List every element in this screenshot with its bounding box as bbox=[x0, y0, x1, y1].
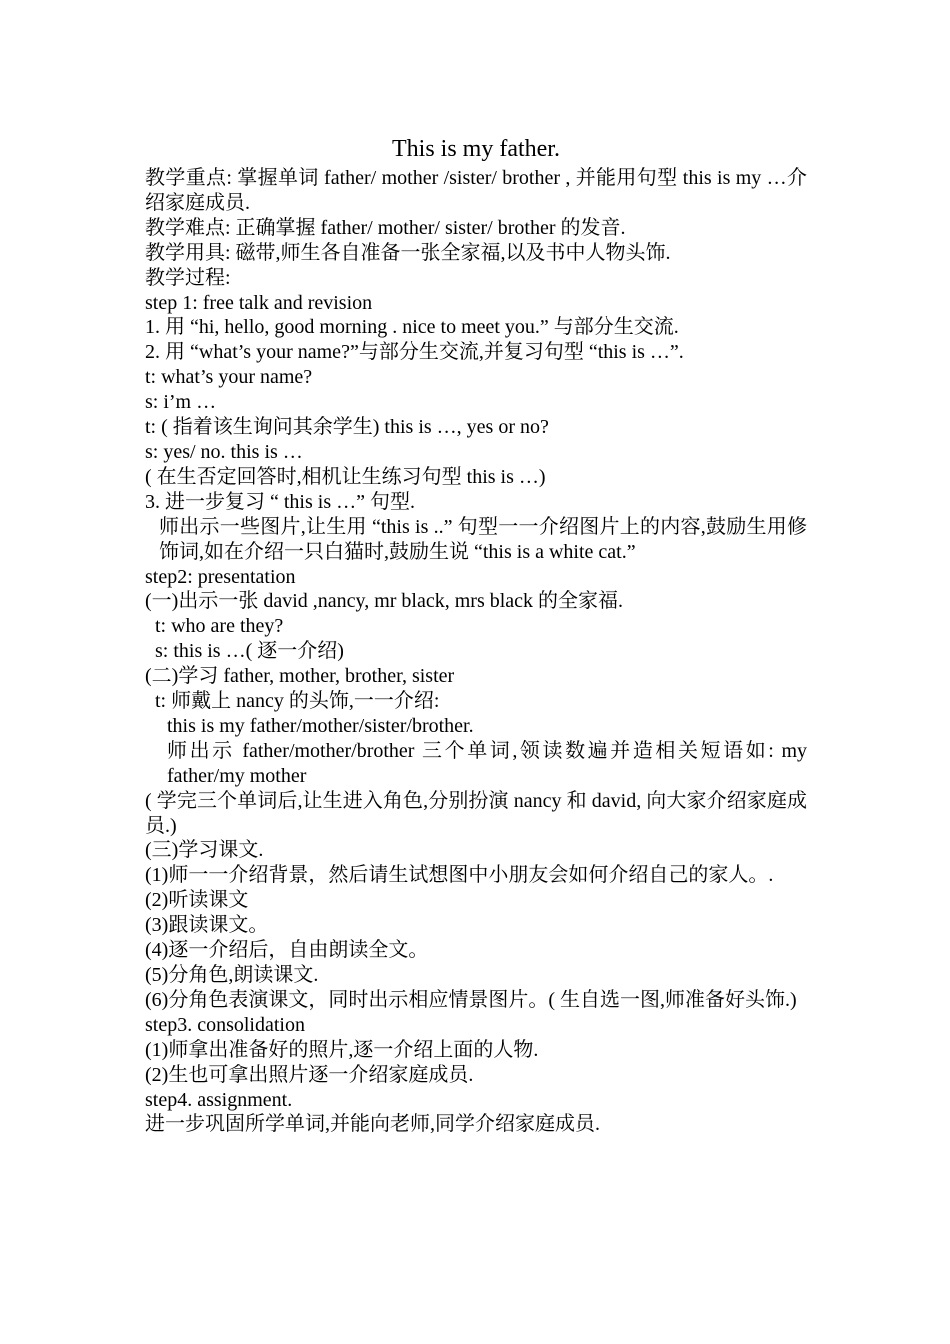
body-line: 3. 进一步复习 “ this is …” 句型. bbox=[145, 490, 415, 513]
body-line: step 1: free talk and revision bbox=[145, 291, 373, 314]
body-line: (5)分角色,朗读课文. bbox=[145, 964, 319, 986]
body-line: ( 学完三个单词后,让生进入角色,分别扮演 nancy 和 david, 向大家介绍家庭成员.) bbox=[145, 789, 807, 837]
body-line: (三)学习课文. bbox=[145, 839, 264, 862]
body-line: 师出示一些图片,让生用 “this is ..” 句型一一介绍图片上的内容,鼓励生用修饰词,如在介绍一只白猫时,鼓励生说 “this is a white cat.” bbox=[159, 515, 807, 563]
body-line: (二)学习 father, mother, brother, sister bbox=[145, 665, 455, 688]
body-line: 教学过程: bbox=[145, 266, 231, 289]
body-line: s: this is …( 逐一介绍) bbox=[155, 640, 344, 663]
body-line: (一)出示一张 david ,nancy, mr black, mrs black 的全家福. bbox=[145, 590, 624, 613]
document-title: This is my father. bbox=[392, 136, 560, 162]
body-line: step2: presentation bbox=[145, 565, 296, 588]
document-page bbox=[145, 134, 807, 1137]
body-line: ( 在生否定回答时,相机让生练习句型 this is …) bbox=[145, 465, 546, 488]
document-body bbox=[145, 166, 807, 1137]
body-line: (2)听读课文 bbox=[145, 889, 249, 912]
body-line: (1)师拿出准备好的照片,逐一介绍上面的人物. bbox=[145, 1038, 539, 1061]
body-line: step4. assignment. bbox=[145, 1088, 293, 1111]
body-line: 2. 用 “what’s your name?”与部分生交流,并复习句型 “this is …”. bbox=[145, 341, 684, 364]
body-line: 教学重点: 掌握单词 father/ mother /sister/ brother , 并能用句型 this is my …介绍家庭成员. bbox=[145, 167, 807, 214]
body-line: t: 师戴上 nancy 的头饰,一一介绍: bbox=[155, 690, 440, 713]
body-line: 教学难点: 正确掌握 father/ mother/ sister/ brother 的发音. bbox=[145, 216, 626, 239]
body-line: 师出示 father/mother/brother 三个单词,领读数遍并造相关短语如: my father/my mother bbox=[167, 739, 807, 787]
body-line: s: yes/ no. this is … bbox=[145, 440, 303, 463]
body-line: (2)生也可拿出照片逐一介绍家庭成员. bbox=[145, 1063, 474, 1086]
body-line: this is my father/mother/sister/brother. bbox=[167, 714, 474, 737]
body-line: 1. 用 “hi, hello, good morning . nice to meet you.” 与部分生交流. bbox=[145, 316, 679, 339]
body-line: 进一步巩固所学单词,并能向老师,同学介绍家庭成员. bbox=[145, 1113, 600, 1136]
body-line: step3. consolidation bbox=[145, 1013, 305, 1036]
body-line: t: who are they? bbox=[155, 615, 284, 638]
body-line: t: what’s your name? bbox=[145, 366, 313, 389]
body-line: t: ( 指着该生询问其余学生) this is …, yes or no? bbox=[145, 416, 549, 439]
body-line: s: i’m … bbox=[145, 391, 217, 414]
body-line: (6)分角色表演课文，同时出示相应情景图片。( 生自选一图,师准备好头饰.) bbox=[145, 988, 797, 1011]
body-line: (4)逐一介绍后，自由朗读全文。 bbox=[145, 939, 429, 962]
body-line: 教学用具: 磁带,师生各自准备一张全家福,以及书中人物头饰. bbox=[145, 241, 671, 264]
body-line: (1)师一一介绍背景，然后请生试想图中小朋友会如何介绍自己的家人。. bbox=[145, 864, 774, 887]
body-line: (3)跟读课文。 bbox=[145, 914, 269, 937]
